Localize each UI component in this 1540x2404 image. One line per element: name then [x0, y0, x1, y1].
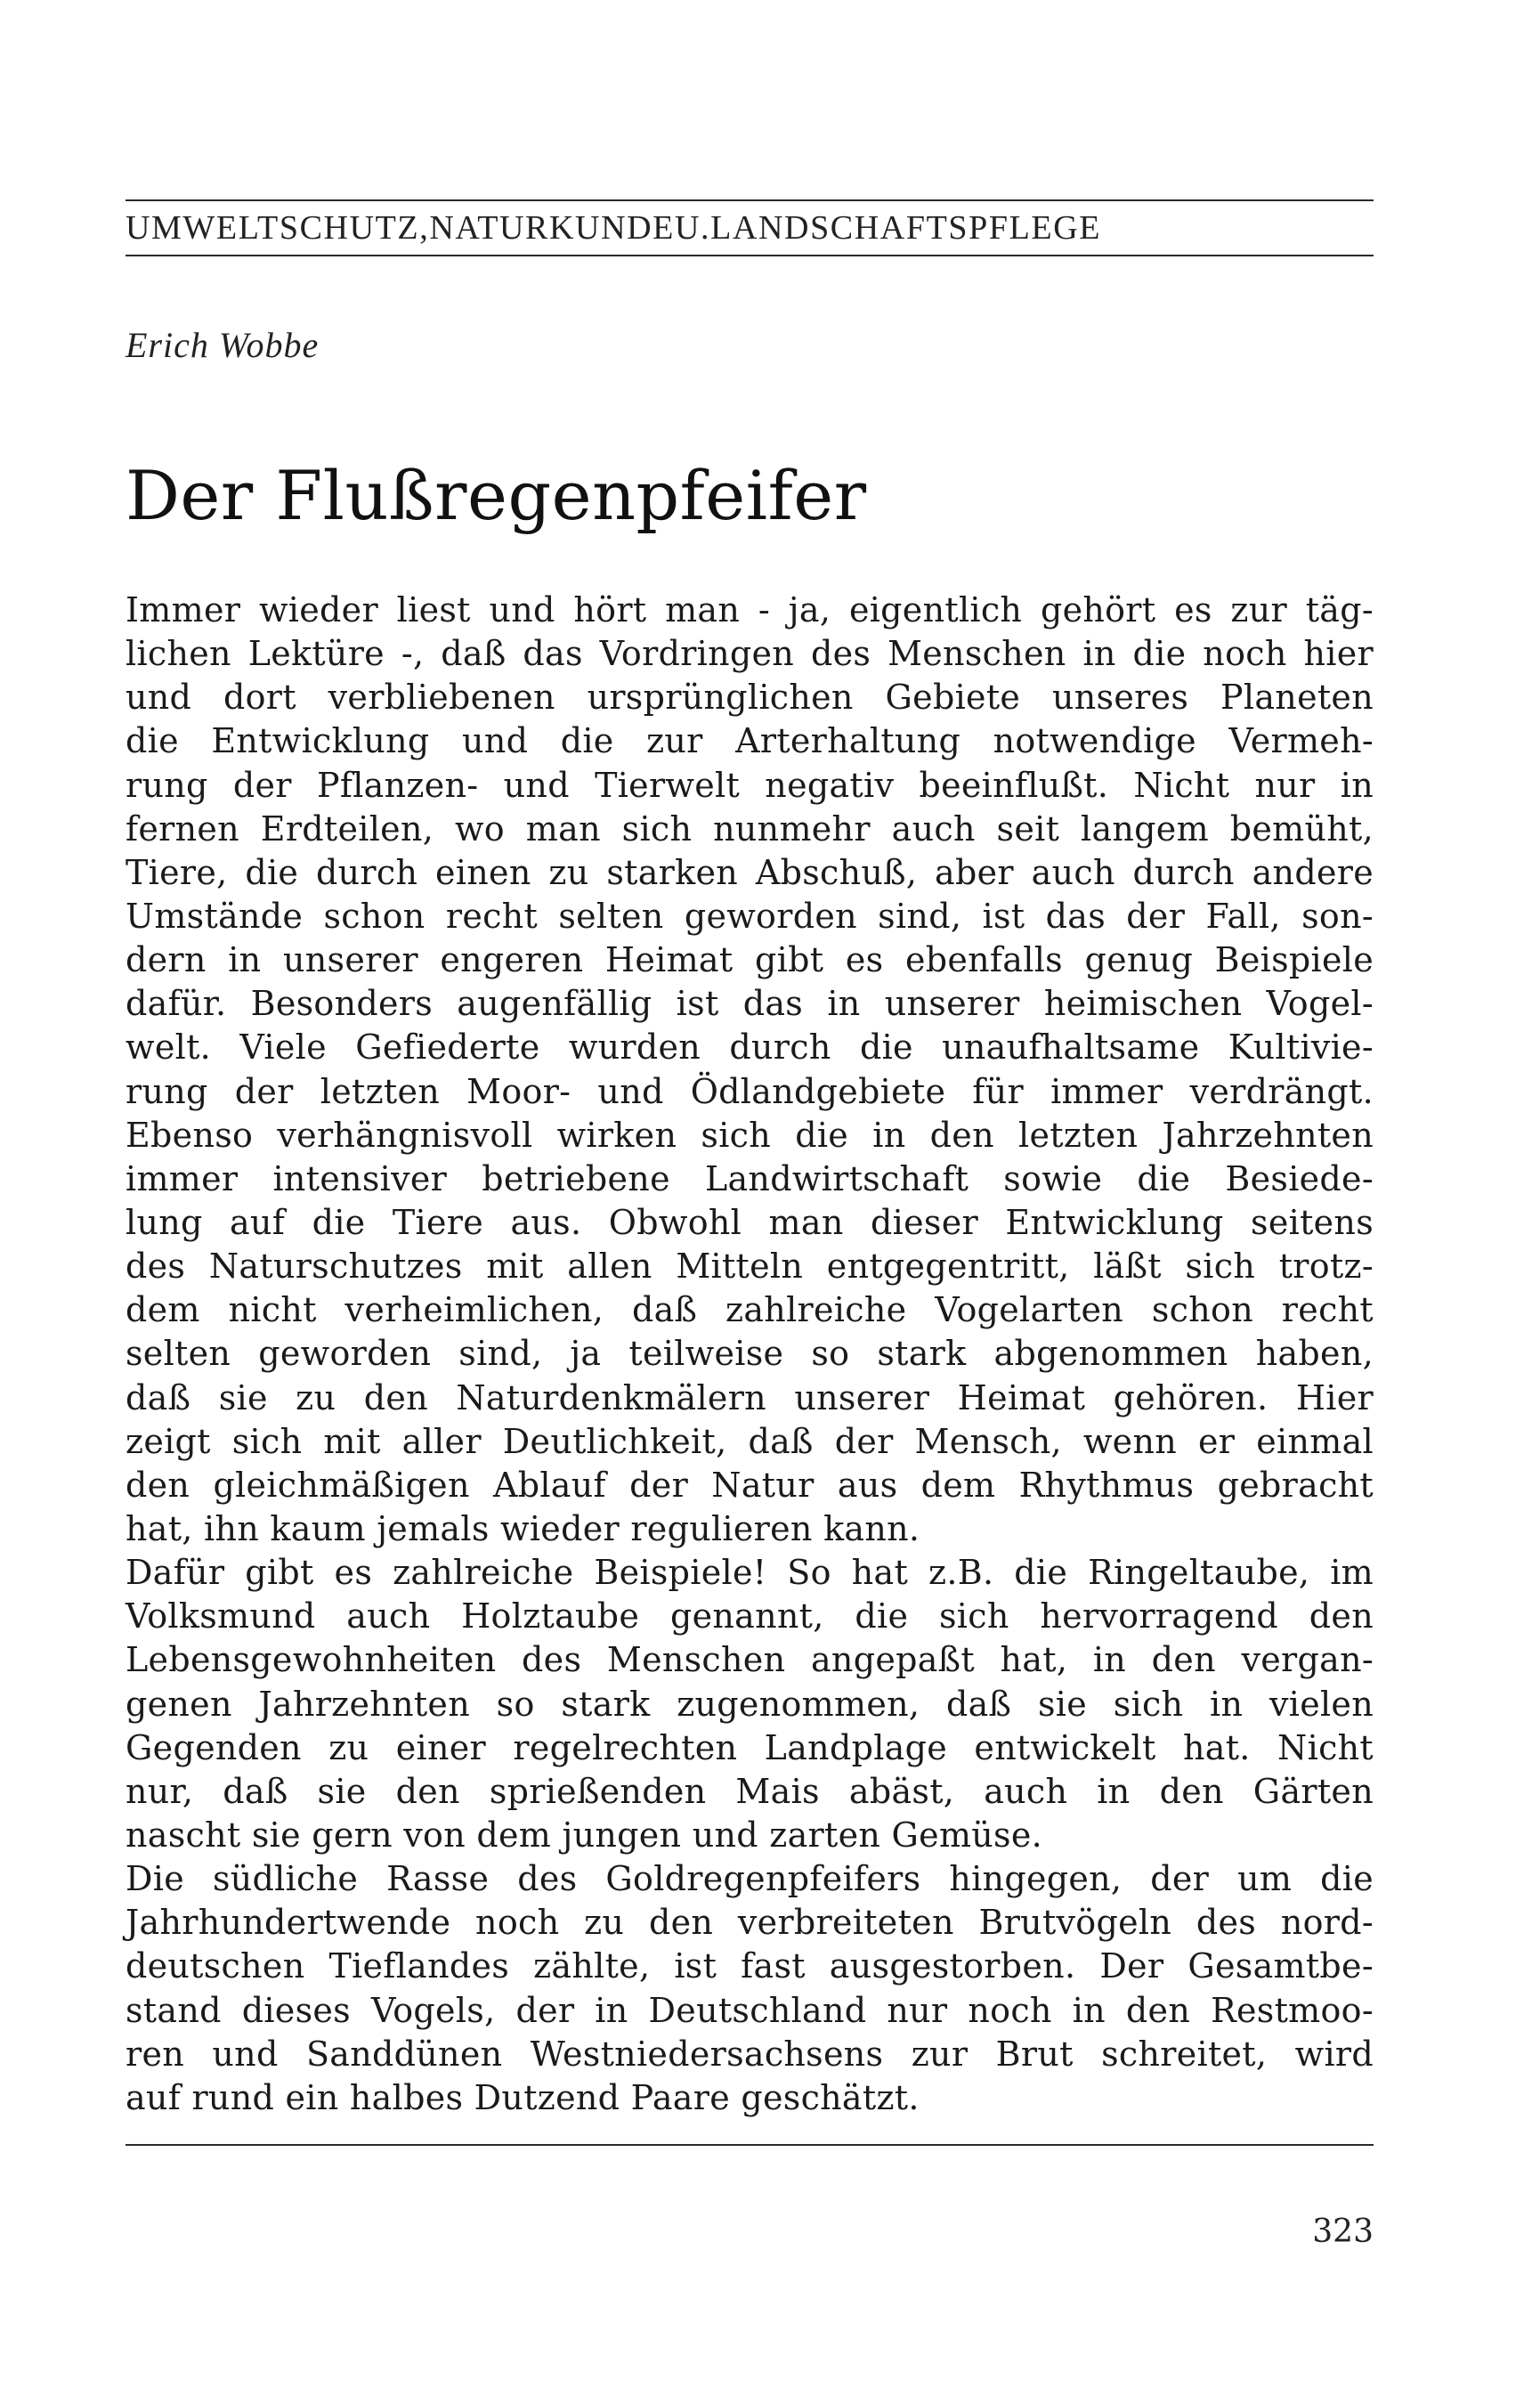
body-line: dafür. Besonders augenfällig ist das in unserer heimischen Vogel-	[126, 984, 1374, 1024]
body-line: daß sie zu den Naturdenkmälern unserer Heimat gehören. Hier	[126, 1377, 1374, 1417]
body-line: Lebensgewohnheiten des Menschen angepaßt hat, in den vergan-	[126, 1640, 1374, 1680]
body-line: Die südliche Rasse des Goldregenpfeifers hingegen, der um die	[126, 1859, 1374, 1899]
body-line: immer intensiver betriebene Landwirtschaft sowie die Besiede-	[126, 1158, 1374, 1198]
body-line: und dort verbliebenen ursprünglichen Gebiete unseres Planeten	[126, 678, 1374, 718]
body-line: rung der Pflanzen- und Tierwelt negativ beeinflußt. Nicht nur in	[126, 765, 1374, 805]
body-line: Tiere, die durch einen zu starken Abschuß, aber auch durch andere	[126, 852, 1374, 892]
body-line: zeigt sich mit aller Deutlichkeit, daß der Mensch, wenn er einmal	[126, 1421, 1374, 1461]
body-line: hat, ihn kaum jemals wieder regulieren kann.	[126, 1508, 920, 1548]
body-line: Jahrhundertwende noch zu den verbreiteten Brutvögeln des nord-	[126, 1903, 1374, 1943]
body-line: fernen Erdteilen, wo man sich nunmehr auch seit langem bemüht,	[126, 808, 1374, 849]
article-title: Der Flußregenpfeifer	[126, 456, 867, 535]
body-line: dern in unserer engeren Heimat gibt es ebenfalls genug Beispiele	[126, 940, 1374, 980]
body-line: Gegenden zu einer regelrechten Landplage entwickelt hat. Nicht	[126, 1727, 1374, 1767]
header-rule-top	[126, 199, 1374, 201]
body-line: nur, daß sie den sprießenden Mais abäst, auch in den Gärten	[126, 1771, 1374, 1811]
header-rule-bottom	[126, 255, 1374, 256]
body-line: selten geworden sind, ja teilweise so stark abgenommen haben,	[126, 1334, 1374, 1374]
body-line: Volksmund auch Holztaube genannt, die sich hervorragend den	[126, 1596, 1374, 1637]
body-line: auf rund ein halbes Dutzend Paare geschätzt.	[126, 2077, 920, 2117]
article-body	[126, 589, 1374, 2120]
body-line: Immer wieder liest und hört man - ja, eigentlich gehört es zur täg-	[126, 590, 1374, 629]
section-header: UMWELTSCHUTZ,NATURKUNDEU.LANDSCHAFTSPFLEGE	[126, 209, 1102, 247]
body-line: deutschen Tieflandes zählte, ist fast ausgestorben. Der Gesamtbe-	[126, 1946, 1374, 1986]
body-line: des Naturschutzes mit allen Mitteln entgegentritt, läßt sich trotz-	[126, 1247, 1374, 1287]
body-line: lichen Lektüre -, daß das Vordringen des Menschen in die noch hier	[126, 634, 1374, 674]
author-name: Erich Wobbe	[126, 325, 320, 365]
body-line: die Entwicklung und die zur Arterhaltung notwendige Vermeh-	[126, 721, 1374, 761]
body-line: Dafür gibt es zahlreiche Beispiele! So hat z.B. die Ringeltaube, im	[126, 1553, 1374, 1593]
body-line: rung der letzten Moor- und Ödlandgebiete für immer verdrängt.	[126, 1071, 1374, 1111]
body-line: welt. Viele Gefiederte wurden durch die unaufhaltsame Kultivie-	[126, 1027, 1374, 1068]
body-line: lung auf die Tiere aus. Obwohl man dieser Entwicklung seitens	[126, 1202, 1374, 1242]
body-line: stand dieses Vogels, der in Deutschland nur noch in den Restmoo-	[126, 1990, 1374, 2030]
body-line: den gleichmäßigen Ablauf der Natur aus dem Rhythmus gebracht	[126, 1465, 1374, 1505]
body-line: nascht sie gern von dem jungen und zarten Gemüse.	[126, 1815, 1043, 1855]
body-line: Umstände schon recht selten geworden sind, ist das der Fall, son-	[126, 896, 1374, 936]
body-line: genen Jahrzehnten so stark zugenommen, daß sie sich in vielen	[126, 1684, 1374, 1724]
page-number: 323	[1312, 2213, 1374, 2250]
body-line: Ebenso verhängnisvoll wirken sich die in den letzten Jahrzehnten	[126, 1115, 1374, 1155]
footer-rule	[126, 2144, 1374, 2146]
body-line: dem nicht verheimlichen, daß zahlreiche Vogelarten schon recht	[126, 1290, 1374, 1330]
body-line: ren und Sanddünen Westniedersachsens zur Brut schreitet, wird	[126, 2034, 1374, 2074]
